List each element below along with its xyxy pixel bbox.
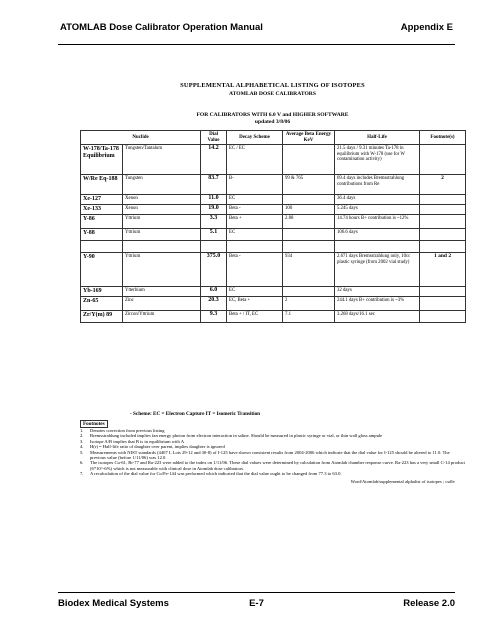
table-row xyxy=(81,215,466,229)
beta-energy-cell: 2 xyxy=(283,297,335,311)
table-row xyxy=(81,195,466,205)
nuclide-cell: Xe-127 xyxy=(81,195,123,205)
footer-page-number: E-7 xyxy=(249,598,264,609)
table-header-row xyxy=(81,131,466,145)
half-life-cell: 36.4 days xyxy=(335,195,420,205)
col-halflife: Half-Life xyxy=(335,131,420,145)
beta-energy-cell: 100 xyxy=(283,205,335,215)
footnote-text: Measurements with NIST standards (4407 L Lots 29-12 and 30-8) of I-125 have shown consistent results from 2004-2006 which indicate that the dial value for I-125 should be altered to 11.0. The previous value (before 1/11/06) was 12.0. xyxy=(90,449,450,461)
nuclide-cell: Xe-133 xyxy=(81,205,123,215)
dial-value-cell: 11.0 xyxy=(201,195,227,205)
table-row xyxy=(81,205,466,215)
decay-scheme-cell: Beta + / IT, EC xyxy=(227,311,283,323)
header-manual-title: ATOMLAB Dose Calibrator Operation Manual xyxy=(60,22,263,33)
element-cell: Ytterbium xyxy=(123,287,201,297)
footnote-item xyxy=(80,471,465,476)
beta-energy-cell: 2.88 xyxy=(283,215,335,229)
spacer-cell xyxy=(335,241,420,253)
element-cell: Tungsten/Tantalum xyxy=(123,145,201,175)
element-cell: Zircon/Yttrium xyxy=(123,311,201,323)
col-nuclide: Nuclide xyxy=(81,131,201,145)
element-cell: Yttrium xyxy=(123,215,201,229)
dial-value-cell: 14.2 xyxy=(201,145,227,175)
spacer-cell xyxy=(81,241,123,253)
footnote-cell xyxy=(420,205,466,215)
beta-energy-cell xyxy=(283,229,335,241)
element-cell: Tungsten xyxy=(123,175,201,195)
table-row xyxy=(81,287,466,297)
table-row xyxy=(81,297,466,311)
footnote-number: 6. xyxy=(80,460,84,466)
footnote-number: 4. xyxy=(80,444,84,450)
sheet-title: SUPPLEMENTAL ALPHABETICAL LISTING OF ISOTOPES xyxy=(180,82,365,89)
footnote-item xyxy=(80,450,465,461)
half-life-cell: 2.671 days Bremsstrahlung only, 10cc plastic syringe (from 2002 vial study) xyxy=(335,253,420,287)
footnote-number: 7. xyxy=(80,471,84,477)
isotope-table xyxy=(80,130,466,323)
dial-value-cell: 19.0 xyxy=(201,205,227,215)
decay-scheme-cell: EC xyxy=(227,287,283,297)
footnotes-list xyxy=(80,428,465,484)
beta-energy-cell: 7.1 xyxy=(283,311,335,323)
element-cell: Xenon xyxy=(123,195,201,205)
col-footnotes: Footnote(s) xyxy=(420,131,466,145)
nuclide-cell: Zn-65 xyxy=(81,297,123,311)
element-cell: Yttrium xyxy=(123,253,201,287)
spacer-cell xyxy=(227,241,283,253)
header-divider xyxy=(58,44,455,45)
table-row xyxy=(81,145,466,175)
decay-scheme-cell: Beta - xyxy=(227,253,283,287)
beta-energy-cell xyxy=(283,195,335,205)
nuclide-cell: W-178/Ta-178 Equilibrium xyxy=(81,145,123,175)
beta-energy-cell: 934 xyxy=(283,253,335,287)
footnote-cell xyxy=(420,297,466,311)
footnote-text: A recalculation of the dial value for Co/Fe-144 was performed which indicated that the dial value ought to be changed from 77.3 to 63.0. xyxy=(90,471,342,477)
col-decay: Decay Scheme xyxy=(227,131,283,145)
scanned-isotope-sheet xyxy=(80,82,465,319)
footnote-cell: 1 and 2 xyxy=(420,253,466,287)
dial-value-cell: 9.3 xyxy=(201,311,227,323)
col-energy: Average Beta Energy KeV xyxy=(283,131,335,145)
footnote-text: Isotope A/B implies that B is in equilibrium with A xyxy=(90,438,185,444)
table-row xyxy=(81,175,466,195)
col-dial: Dial Value xyxy=(201,131,227,145)
file-path: Word/Atomlab/supplemental alphalist of isotopes ; csdlv xyxy=(350,478,455,484)
footnote-text: H(r) = Half-life ratio of daughter over parent, implies daughter is ignored xyxy=(90,444,225,450)
footer-company: Biodex Medical Systems xyxy=(58,598,169,609)
decay-scheme-cell: EC, Beta + xyxy=(227,297,283,311)
footnote-cell xyxy=(420,145,466,175)
footnote-cell xyxy=(420,215,466,229)
footnote-number: 5. xyxy=(80,449,84,455)
decay-scheme-cell: Beta - xyxy=(227,205,283,215)
spacer-row xyxy=(81,241,466,253)
decay-scheme-cell: EC xyxy=(227,229,283,241)
half-life-cell: 14.74 hours B+ contribution is ~12% xyxy=(335,215,420,229)
dial-value-cell: 3.3 xyxy=(201,215,227,229)
footnote-number: 1. xyxy=(80,428,84,433)
spacer-cell xyxy=(123,241,201,253)
element-cell: Xenon xyxy=(123,205,201,215)
dial-value-cell: 83.7 xyxy=(201,175,227,195)
page-header xyxy=(60,22,453,36)
footnote-item xyxy=(80,460,465,471)
spacer-cell xyxy=(420,241,466,253)
decay-scheme-cell: Beta + xyxy=(227,215,283,229)
sheet-subtitle: FOR CALIBRATORS WITH 6.0 V and HIGHER SOFTWARE xyxy=(196,112,349,118)
footnote-cell xyxy=(420,229,466,241)
beta-energy-cell: 99 & 765 xyxy=(283,175,335,195)
element-cell: Yttrium xyxy=(123,229,201,241)
footnote-cell xyxy=(420,195,466,205)
table-row xyxy=(81,311,466,323)
page-footer xyxy=(58,598,455,612)
dial-value-cell: 5.1 xyxy=(201,229,227,241)
half-life-cell: 3.268 days/16.1 sec xyxy=(335,311,420,323)
footnote-cell: 2 xyxy=(420,175,466,195)
footer-release: Release 2.0 xyxy=(403,598,455,609)
decay-scheme-cell: EC xyxy=(227,195,283,205)
spacer-cell xyxy=(201,241,227,253)
header-appendix: Appendix E xyxy=(400,22,453,33)
element-cell: Zinc xyxy=(123,297,201,311)
half-life-cell: 106.6 days xyxy=(335,229,420,241)
footnote-text: The isotopes Cu-61, Br-77 and Ra-223 were added to the index on 1/11/06. These dial values were determined by calculation from Atomlab chamber response curve. Ra-223 has a very small C-14 product (6*10^-6%) which is not measurable with clinical dose in Atomlab dose calibrators. xyxy=(90,460,465,471)
nuclide-cell: Y-88 xyxy=(81,229,123,241)
sheet-updated: updated 3/8/06 xyxy=(254,119,291,125)
nuclide-cell: Yb-169 xyxy=(81,287,123,297)
dial-value-cell: 6.0 xyxy=(201,287,227,297)
half-life-cell: 32 days xyxy=(335,287,420,297)
decay-scheme-cell: B- xyxy=(227,175,283,195)
half-life-cell: 244.1 days B+ contribution is ~3% xyxy=(335,297,420,311)
nuclide-cell: Zr/Y(m) 89 xyxy=(81,311,123,323)
table-row xyxy=(81,253,466,287)
beta-energy-cell xyxy=(283,145,335,175)
nuclide-cell: W/Re Eq-188 xyxy=(81,175,123,195)
sheet-title-2: ATOMLAB DOSE CALIBRATORS xyxy=(229,91,316,97)
spacer-cell xyxy=(283,241,335,253)
beta-energy-cell xyxy=(283,287,335,297)
footer-divider xyxy=(58,592,455,593)
decay-scheme-cell: EC / EC xyxy=(227,145,283,175)
half-life-cell: 5.245 days xyxy=(335,205,420,215)
table-row xyxy=(81,229,466,241)
footnote-text: Bremsstrahlung included implies fan energy photon from electron interaction in saline. Should be measured in plastic syringe or vial, or thin wall glass ampule xyxy=(90,433,383,439)
footnote-number: 2. xyxy=(80,433,84,439)
footnotes-title: Footnotes xyxy=(80,420,108,428)
nuclide-cell: Y-90 xyxy=(81,253,123,287)
footnote-cell xyxy=(420,311,466,323)
nuclide-cell: Y-86 xyxy=(81,215,123,229)
footnote-cell xyxy=(420,287,466,297)
decay-scheme-legend: - Scheme: EC = Electron Capture IT = Isomeric Transition xyxy=(130,411,261,417)
half-life-cell: 69.4 days includes Bremsstrahlung contributions from Re xyxy=(335,175,420,195)
footnote-number: 3. xyxy=(80,438,84,444)
half-life-cell: 21.5 days / 9.31 minutes Ta-178 in equilibrium with W-178 (use for W contamination activity) xyxy=(335,145,420,175)
footnote-text: Denotes correction from previous listing xyxy=(90,428,165,433)
dial-value-cell: 375.0 xyxy=(201,253,227,287)
dial-value-cell: 20.3 xyxy=(201,297,227,311)
